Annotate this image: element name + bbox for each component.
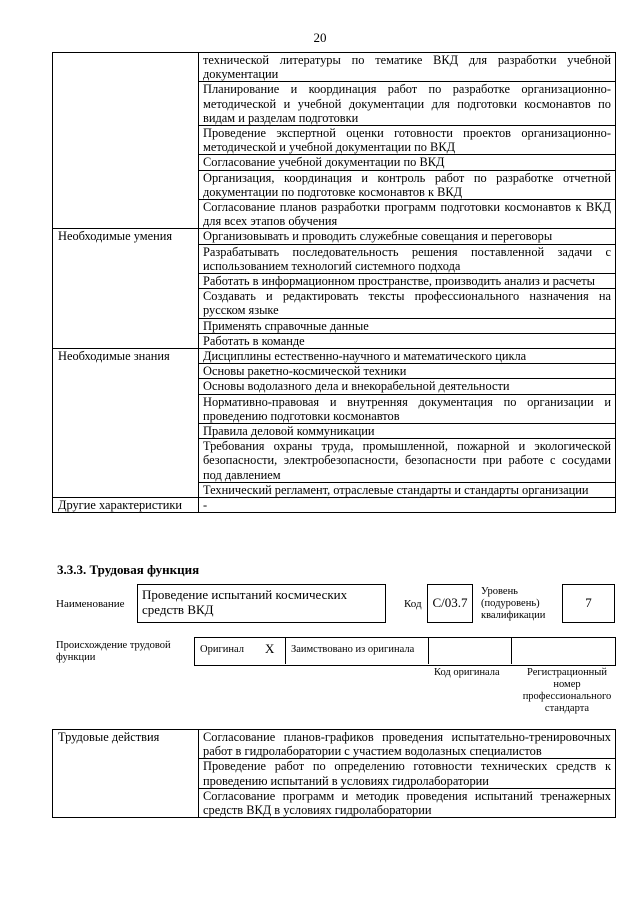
table-row	[53, 364, 616, 379]
table-row	[53, 788, 616, 817]
row-text: Согласование планов разработки программ подготовки космонавтов к ВКД для всех этапов обучения	[199, 200, 616, 229]
row-text: Организовывать и проводить служебные совещания и переговоры	[199, 229, 616, 244]
row-label	[53, 759, 199, 788]
row-text: -	[199, 498, 616, 513]
row-label	[53, 155, 199, 170]
code-original-label: Код оригинала	[434, 667, 500, 678]
row-label	[53, 394, 199, 423]
table-row	[53, 53, 616, 82]
table-row	[53, 229, 616, 244]
table-row	[53, 424, 616, 439]
table-row	[53, 394, 616, 423]
row-text: Дисциплины естественно-научного и математического цикла	[199, 349, 616, 364]
row-label	[53, 200, 199, 229]
row-text: Применять справочные данные	[199, 318, 616, 333]
row-label	[53, 333, 199, 348]
table-row	[53, 498, 616, 513]
level-label: Уровень (подуровень) квалификации	[481, 586, 546, 621]
table-row	[53, 82, 616, 126]
row-text: Технический регламент, отраслевые стандарты и стандарты организации	[199, 482, 616, 497]
row-text: Основы водолазного дела и внекорабельной деятельности	[199, 379, 616, 394]
labor-actions-table	[52, 729, 616, 818]
row-label	[53, 364, 199, 379]
competency-table	[52, 52, 616, 513]
function-name-value: Проведение испытаний космических средств ВКД	[142, 587, 348, 617]
table-row	[53, 289, 616, 318]
row-label	[53, 788, 199, 817]
row-text: Требования охраны труда, промышленной, пожарной и экологической безопасности, электробезопасности, безопасности при работе с сосудами под давлением	[199, 439, 616, 483]
row-label	[53, 244, 199, 273]
table-row	[53, 318, 616, 333]
original-label: Оригинал	[200, 644, 244, 655]
function-name-box	[137, 584, 386, 623]
row-text: Организация, координация и контроль работ по разработке отчетной документации по подготовке космонавтов к ВКД	[199, 170, 616, 199]
row-text: Проведение экспертной оценки готовности проектов организационно-методической и учебной документации по ВКД	[199, 126, 616, 155]
table-row	[53, 200, 616, 229]
origin-divider	[285, 637, 286, 664]
row-label: Другие характеристики	[53, 498, 199, 513]
row-label	[53, 318, 199, 333]
row-text: Создавать и редактировать тексты профессионального назначения на русском языке	[199, 289, 616, 318]
row-text: Правила деловой коммуникации	[199, 424, 616, 439]
row-text: Согласование программ и методик проведения испытаний тренажерных средств ВКД в условиях гидролаборатории	[199, 788, 616, 817]
row-text: Работать в команде	[199, 333, 616, 348]
row-label: Необходимые умения	[53, 229, 199, 244]
table-row	[53, 155, 616, 170]
name-label: Наименование	[56, 598, 125, 610]
table-row	[53, 170, 616, 199]
origin-label: Происхождение трудовой функции	[56, 640, 171, 663]
row-text: Разрабатывать последовательность решения поставленной задачи с использованием технологий системного подхода	[199, 244, 616, 273]
row-text: Работать в информационном пространстве, производить анализ и расчеты	[199, 274, 616, 289]
row-label	[53, 424, 199, 439]
row-label	[53, 82, 199, 126]
origin-divider	[511, 637, 512, 664]
row-label: Необходимые знания	[53, 349, 199, 364]
original-mark: X	[265, 641, 275, 656]
row-text: Нормативно-правовая и внутренняя документация по организации и проведению подготовки космонавтов	[199, 394, 616, 423]
page-number: 20	[313, 30, 327, 45]
code-label: Код	[404, 598, 422, 610]
row-text: Согласование учебной документации по ВКД	[199, 155, 616, 170]
row-text: Согласование планов-графиков проведения испытательно-тренировочных работ в гидролаборатории с участием водолазных специалистов	[199, 730, 616, 759]
table-row	[53, 349, 616, 364]
borrowed-label: Заимствовано из оригинала	[291, 644, 415, 655]
level-value: 7	[585, 595, 592, 610]
table-row	[53, 730, 616, 759]
row-label	[53, 274, 199, 289]
table-row	[53, 126, 616, 155]
table-row	[53, 482, 616, 497]
row-label	[53, 289, 199, 318]
table-row	[53, 333, 616, 348]
level-box	[562, 584, 615, 623]
row-label	[53, 126, 199, 155]
reg-number-label: Регистрационный номер профессионального стандарта	[522, 667, 612, 714]
code-box	[427, 584, 473, 623]
section-title: 3.3.3. Трудовая функция	[57, 562, 200, 577]
row-label	[53, 170, 199, 199]
table-row	[53, 244, 616, 273]
row-text: технической литературы по тематике ВКД для разработки учебной документации	[199, 53, 616, 82]
row-label: Трудовые действия	[53, 730, 199, 759]
table-row	[53, 379, 616, 394]
row-text: Проведение работ по определению готовности технических средств к проведению испытаний в условиях гидролаборатории	[199, 759, 616, 788]
row-label	[53, 53, 199, 82]
row-label	[53, 482, 199, 497]
table-row	[53, 274, 616, 289]
origin-divider	[428, 637, 429, 664]
code-value: C/03.7	[432, 595, 468, 610]
row-text: Планирование и координация работ по разработке организационно-методической и учебной документации для подготовки космонавтов по видам и разделам подготовки	[199, 82, 616, 126]
row-label	[53, 379, 199, 394]
row-text: Основы ракетно-космической техники	[199, 364, 616, 379]
row-label	[53, 439, 199, 483]
table-row	[53, 439, 616, 483]
table-row	[53, 759, 616, 788]
